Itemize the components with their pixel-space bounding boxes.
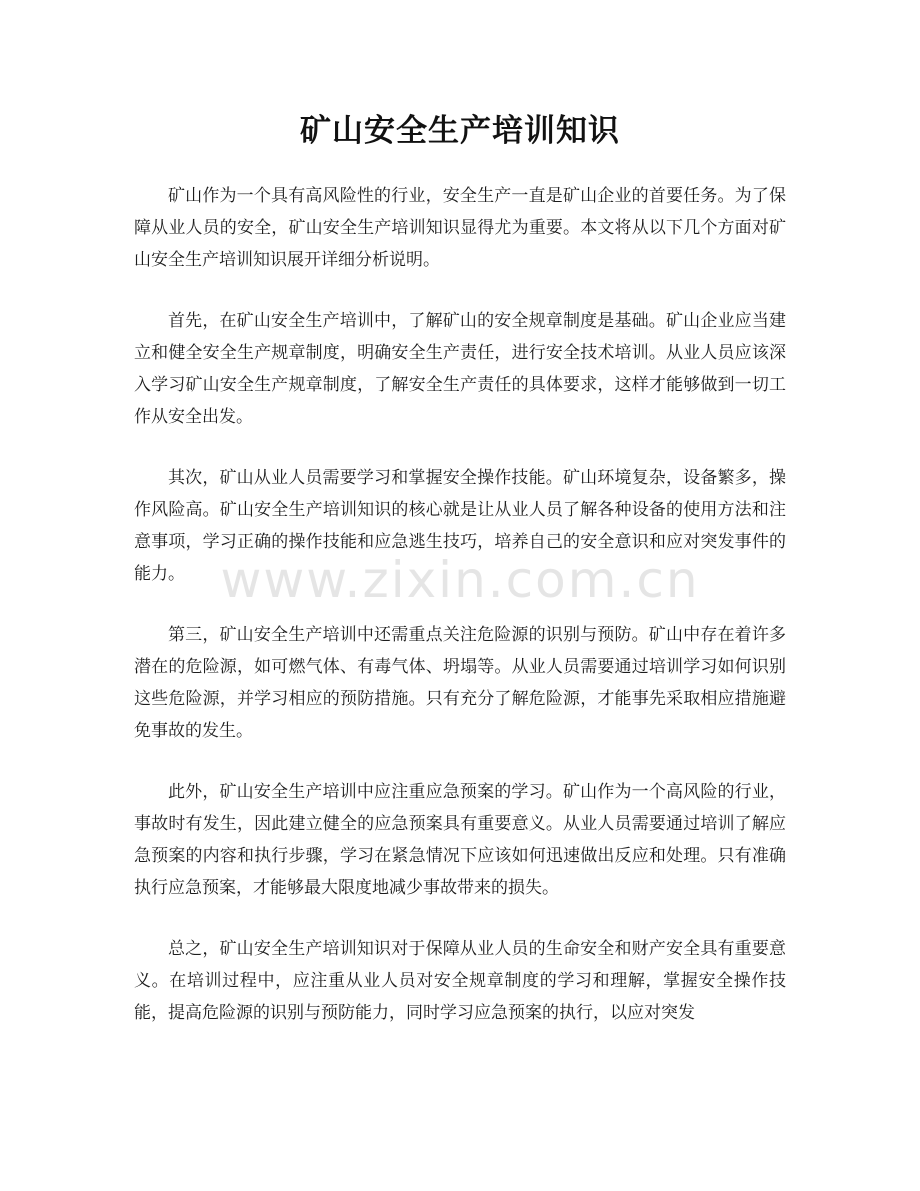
paragraph-summary: 总之，矿山安全生产培训知识对于保障从业人员的生命安全和财产安全具有重要意义。在培训过程中，应注重从业人员对安全规章制度的学习和理解，掌握安全操作技能，提高危险源的识别与预防能力，同时学习应急预案的执行，以应对突发	[134, 939, 786, 1023]
paragraph-intro: 矿山作为一个具有高风险性的行业，安全生产一直是矿山企业的首要任务。为了保障从业人员的安全，矿山安全生产培训知识显得尤为重要。本文将从以下几个方面对矿山安全生产培训知识展开详细分析说明。	[134, 186, 786, 270]
document-title: 矿山安全生产培训知识	[300, 113, 620, 149]
paragraph-operation-skills: 其次，矿山从业人员需要学习和掌握安全操作技能。矿山环境复杂，设备繁多，操作风险高。矿山安全生产培训知识的核心就是让从业人员了解各种设备的使用方法和注意事项，学习正确的操作技能和应急逃生技巧，培养自己的安全意识和应对突发事件的能力。	[134, 468, 786, 584]
paragraph-regulations: 首先，在矿山安全生产培训中，了解矿山的安全规章制度是基础。矿山企业应当建立和健全安全生产规章制度，明确安全生产责任，进行安全技术培训。从业人员应该深入学习矿山安全生产规章制度，了解安全生产责任的具体要求，这样才能够做到一切工作从安全出发。	[134, 311, 786, 427]
document-body	[134, 180, 786, 1058]
paragraph-emergency-plan: 此外，矿山安全生产培训中应注重应急预案的学习。矿山作为一个高风险的行业，事故时有发生，因此建立健全的应急预案具有重要意义。从业人员需要通过培训了解应急预案的内容和执行步骤，学习在紧急情况下应该如何迅速做出反应和处理。只有准确执行应急预案，才能够最大限度地减少事故带来的损失。	[134, 782, 786, 898]
watermark-text: www.zixin.com.cn	[220, 551, 700, 609]
paragraph-hazard-identification: 第三，矿山安全生产培训中还需重点关注危险源的识别与预防。矿山中存在着许多潜在的危险源，如可燃气体、有毒气体、坍塌等。从业人员需要通过培训学习如何识别这些危险源，并学习相应的预防措施。只有充分了解危险源，才能事先采取相应措施避免事故的发生。	[134, 625, 786, 741]
